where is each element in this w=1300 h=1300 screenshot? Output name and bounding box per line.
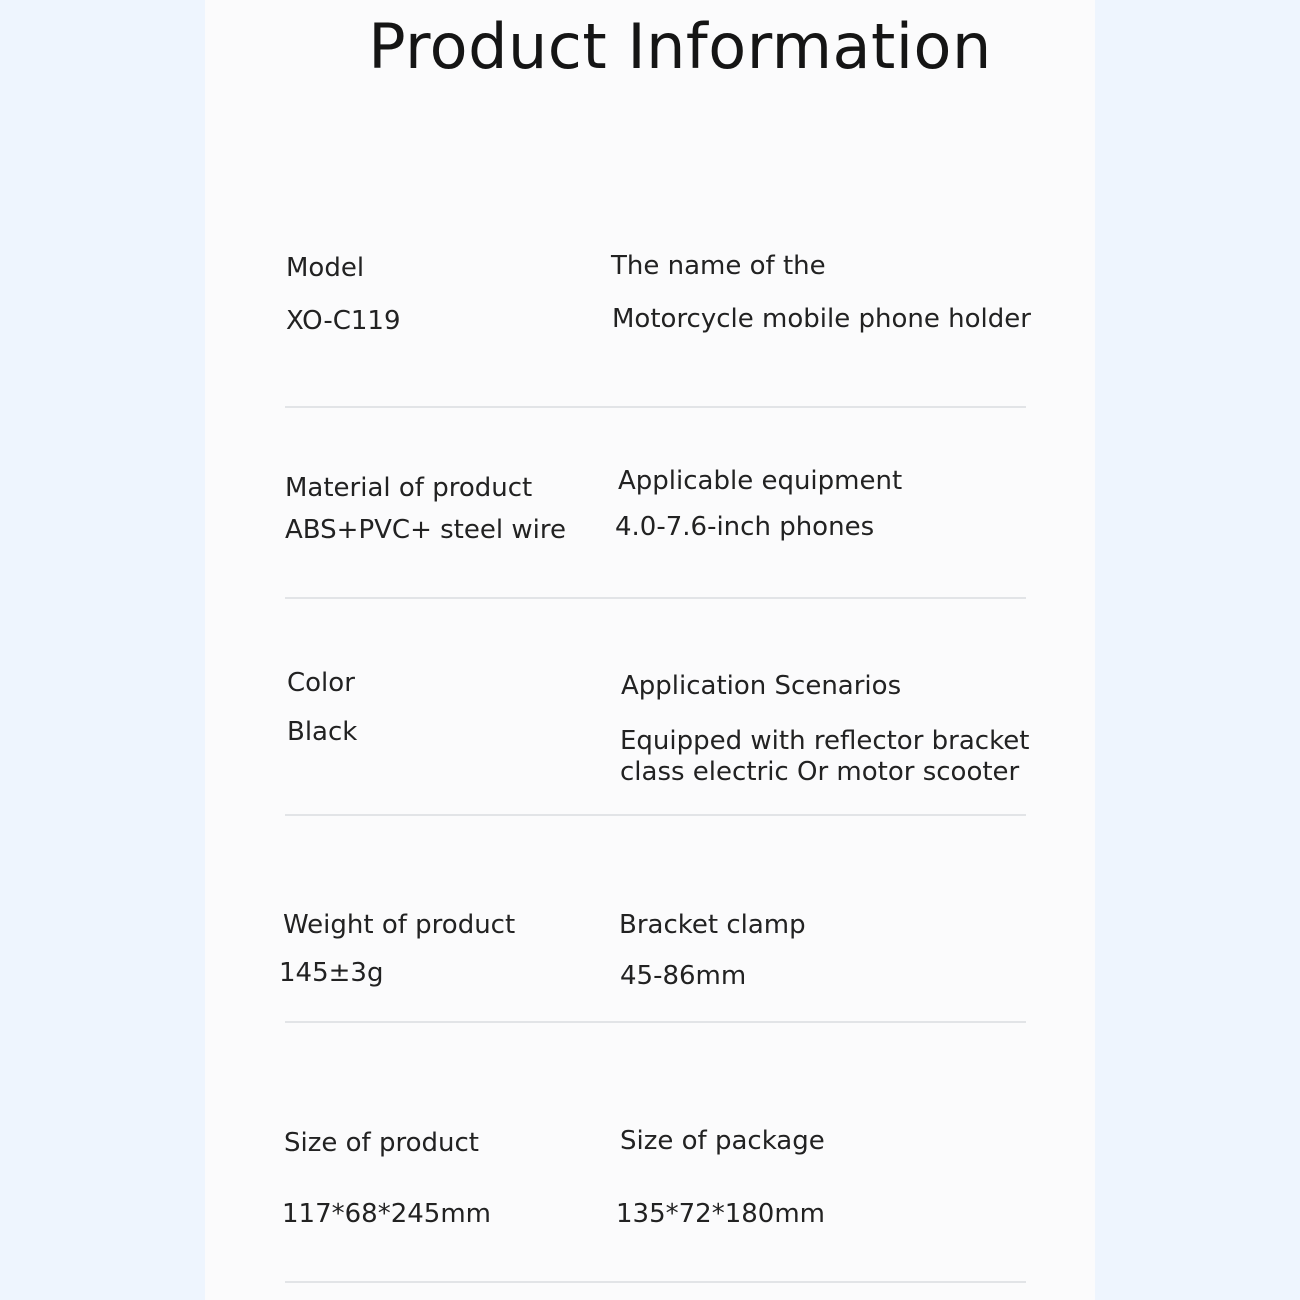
bracket-clamp-value: 45-86mm [620, 961, 747, 991]
right-background-band [1095, 0, 1300, 1300]
color-value: Black [287, 717, 358, 747]
weight-label: Weight of product [283, 910, 516, 940]
weight-value: 145±3g [279, 958, 384, 988]
page-title: Product Information [368, 10, 992, 83]
application-scenarios-label: Application Scenarios [621, 671, 902, 701]
size-of-package-label: Size of package [620, 1126, 825, 1156]
product-info-panel [205, 0, 1095, 1300]
row-divider [285, 406, 1026, 408]
left-background-band [0, 0, 205, 1300]
size-of-product-value: 117*68*245mm [282, 1199, 491, 1229]
row-divider [285, 1281, 1026, 1283]
applicable-equipment-value: 4.0-7.6-inch phones [615, 512, 875, 542]
size-of-product-label: Size of product [284, 1128, 479, 1158]
row-divider [285, 1021, 1026, 1023]
material-label: Material of product [285, 473, 533, 503]
product-name-label: The name of the [611, 251, 826, 281]
row-divider [285, 597, 1026, 599]
model-label: Model [286, 253, 365, 283]
size-of-package-value: 135*72*180mm [616, 1199, 825, 1229]
product-name-value: Motorcycle mobile phone holder [612, 304, 1031, 334]
application-scenarios-value-line2: class electric Or motor scooter [620, 757, 1020, 787]
applicable-equipment-label: Applicable equipment [618, 466, 903, 496]
row-divider [285, 814, 1026, 816]
material-value: ABS+PVC+ steel wire [285, 515, 566, 545]
model-value: XO-C119 [286, 306, 401, 336]
application-scenarios-value-line1: Equipped with reflector bracket [620, 726, 1030, 756]
bracket-clamp-label: Bracket clamp [619, 910, 806, 940]
color-label: Color [287, 668, 355, 698]
